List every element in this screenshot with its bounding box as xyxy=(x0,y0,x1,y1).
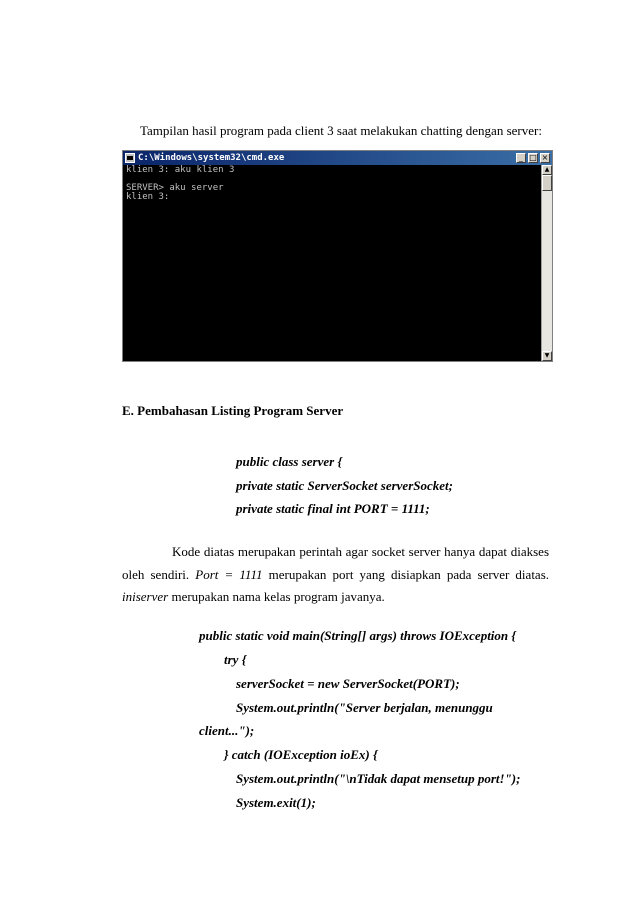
scroll-up-icon: ▲ xyxy=(542,165,552,175)
cmd-title-text: C:\Windows\system32\cmd.exe xyxy=(138,153,285,163)
code-line: } catch (IOException ioEx) { xyxy=(224,747,378,762)
paragraph-line xyxy=(122,589,385,605)
code-line: try { xyxy=(224,652,247,667)
cmd-title-bar xyxy=(123,151,552,165)
console-line: klien 3: aku klien 3 xyxy=(126,165,235,175)
paragraph-line: Kode diatas merupakan perintah agar socket server hanya dapat diakses xyxy=(172,544,549,559)
code-line: client..."); xyxy=(199,723,255,738)
scroll-down-icon: ▼ xyxy=(542,351,552,361)
console-line: klien 3: xyxy=(126,192,170,202)
code-line: System.out.println("Server berjalan, menunggu xyxy=(236,700,493,715)
para-text: merupakan port yang disiapkan pada server diatas. xyxy=(268,567,550,582)
code-line: System.exit(1); xyxy=(236,795,316,810)
cmd-console-output xyxy=(126,166,540,359)
cmd-scrollbar xyxy=(541,165,552,361)
port-ref: Port = 1111 xyxy=(195,567,263,582)
code-line: private static ServerSocket serverSocket; xyxy=(236,478,453,493)
class-name-ref: iniserver xyxy=(122,589,169,604)
code-line: System.out.println("\nTidak dapat mensetup port!"); xyxy=(236,771,521,786)
section-heading: E. Pembahasan Listing Program Server xyxy=(122,403,344,418)
intro-text: Tampilan hasil program pada client 3 saat melakukan chatting dengan server: xyxy=(140,123,542,138)
para-text: merupakan nama kelas program javanya. xyxy=(168,589,385,604)
code-line: serverSocket = new ServerSocket(PORT); xyxy=(236,676,460,691)
cmd-icon xyxy=(125,153,135,163)
scroll-thumb xyxy=(542,175,552,191)
code-line: public class server { xyxy=(236,454,342,469)
minimize-icon: _ xyxy=(516,153,526,163)
maximize-icon: □ xyxy=(529,153,537,162)
console-line: SERVER> aku server xyxy=(126,183,224,193)
code-line: private static final int PORT = 1111; xyxy=(236,501,430,516)
code-line: public static void main(String[] args) throws IOException { xyxy=(199,628,516,643)
cmd-window-screenshot xyxy=(122,150,553,362)
para-text: oleh sendiri. xyxy=(122,567,190,582)
paragraph-line xyxy=(122,567,549,583)
close-icon: × xyxy=(541,153,549,162)
